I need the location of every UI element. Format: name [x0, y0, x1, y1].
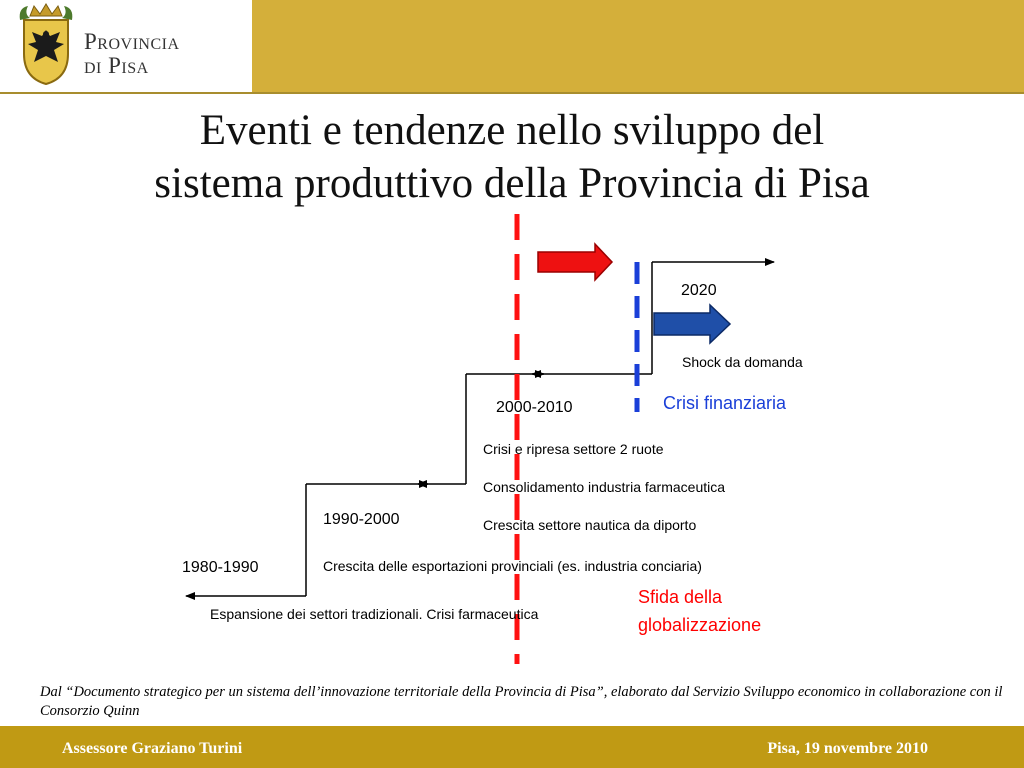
globalization-label	[638, 583, 761, 639]
event-2000-2010-3: Crescita settore nautica da diporto	[483, 517, 697, 533]
title-line2: sistema produttivo della Provincia di Pisa	[154, 160, 870, 207]
red-arrow-icon	[538, 244, 612, 280]
financial-crisis-label: Crisi finanziaria	[663, 393, 787, 413]
event-1990-2000: Crescita delle esportazioni provinciali (es. industria conciaria)	[323, 558, 702, 574]
title-line1: Eventi e tendenze nello sviluppo del	[199, 107, 825, 154]
footer-date: Pisa, 19 novembre 2010	[767, 740, 928, 757]
period-2020: 2020	[681, 282, 717, 299]
period-2000-2010: 2000-2010	[496, 399, 573, 416]
period-1990-2000: 1990-2000	[323, 511, 400, 528]
event-1980-1990: Espansione dei settori tradizionali. Crisi farmaceutica	[210, 606, 539, 622]
logo-line1: Provincia	[84, 29, 180, 54]
logo-line2: di Pisa	[84, 53, 149, 78]
event-2000-2010-2: Consolidamento industria farmaceutica	[483, 479, 726, 495]
event-2020: Shock da domanda	[682, 354, 803, 370]
period-1980-1990: 1980-1990	[182, 559, 259, 576]
timeline-steps	[186, 262, 774, 596]
globalization-label-line2: globalizzazione	[638, 615, 762, 635]
globalization-label-line1: Sfida della	[638, 587, 723, 607]
blue-arrow-icon	[654, 305, 730, 343]
source-note: Dal “Documento strategico per un sistema dell’innovazione territoriale della Provincia di Pisa”, elaborato dal Servizio Sviluppo economico in collaborazione con il Consorzio Quinn	[40, 684, 1003, 719]
event-2000-2010-1: Crisi e ripresa settore 2 ruote	[483, 441, 664, 457]
footer-presenter: Assessore Graziano Turini	[62, 740, 243, 757]
